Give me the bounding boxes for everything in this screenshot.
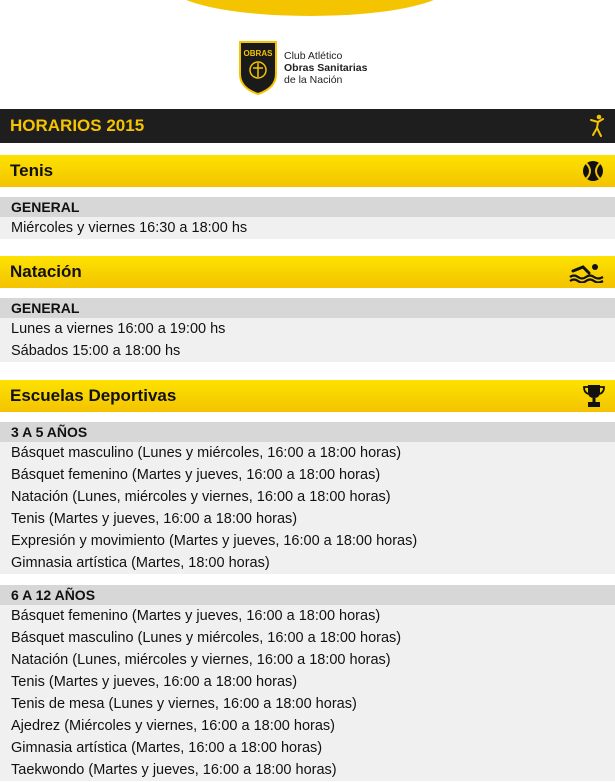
athlete-icon [589,114,605,138]
list-item: Expresión y movimiento (Martes y jueves, 16:00 a 18:00 horas) [11,533,418,549]
list-item: Tenis de mesa (Lunes y viernes, 16:00 a 18:00 horas) [11,696,357,712]
section-title-escuelas: Escuelas Deportivas [10,386,177,405]
group-header: GENERAL [0,197,615,217]
list-item: Natación (Lunes, miércoles y viernes, 16:00 a 18:00 horas) [11,652,391,668]
block-escuelas-3-5 [0,422,615,574]
list-item: Tenis (Martes y jueves, 16:00 a 18:00 horas) [11,674,298,690]
block-natacion [0,298,615,362]
swimmer-icon [569,261,605,283]
page-title: HORARIOS 2015 [10,116,145,135]
section-bar-tenis [0,155,615,187]
club-logo [238,40,367,96]
top-decorative-arc [170,0,450,16]
section-bar-natacion [0,256,615,288]
list-item: Lunes a viernes 16:00 a 19:00 hs [11,321,226,337]
group-header: 6 A 12 AÑOS [0,585,615,605]
list-item: Miércoles y viernes 16:30 a 18:00 hs [11,220,248,236]
list-item: Básquet femenino (Martes y jueves, 16:00 a 18:00 horas) [11,467,381,483]
header-bar [0,109,615,143]
group-header: GENERAL [0,298,615,318]
list-item: Tenis (Martes y jueves, 16:00 a 18:00 horas) [11,511,298,527]
block-tenis [0,197,615,239]
section-title-tenis: Tenis [10,161,54,180]
block-escuelas-6-12 [0,585,615,781]
obras-shield-icon [238,40,278,96]
logo-badge-text: OBRAS [243,49,273,58]
group-header: 3 A 5 AÑOS [0,422,615,442]
list-item: Básquet masculino (Lunes y miércoles, 16:00 a 18:00 horas) [11,445,402,461]
section-title-natacion: Natación [10,262,82,281]
list-item: Gimnasia artística (Martes, 18:00 horas) [11,555,270,571]
list-item: Taekwondo (Martes y jueves, 16:00 a 18:00 horas) [11,762,337,778]
trophy-icon [583,383,605,409]
section-bar-escuelas [0,380,615,412]
list-item: Básquet femenino (Martes y jueves, 16:00 a 18:00 horas) [11,608,381,624]
list-item: Sábados 15:00 a 18:00 hs [11,343,181,359]
list-item: Ajedrez (Miércoles y viernes, 16:00 a 18:00 horas) [11,718,335,734]
logo-line-1: Club Atlético [284,50,343,62]
list-item: Gimnasia artística (Martes, 16:00 a 18:00 horas) [11,740,323,756]
logo-line-3: de la Nación [284,74,343,86]
tennis-ball-icon [581,159,605,183]
list-item: Natación (Lunes, miércoles y viernes, 16:00 a 18:00 horas) [11,489,391,505]
logo-line-2: Obras Sanitarias [284,62,368,74]
list-item: Básquet masculino (Lunes y miércoles, 16:00 a 18:00 horas) [11,630,402,646]
